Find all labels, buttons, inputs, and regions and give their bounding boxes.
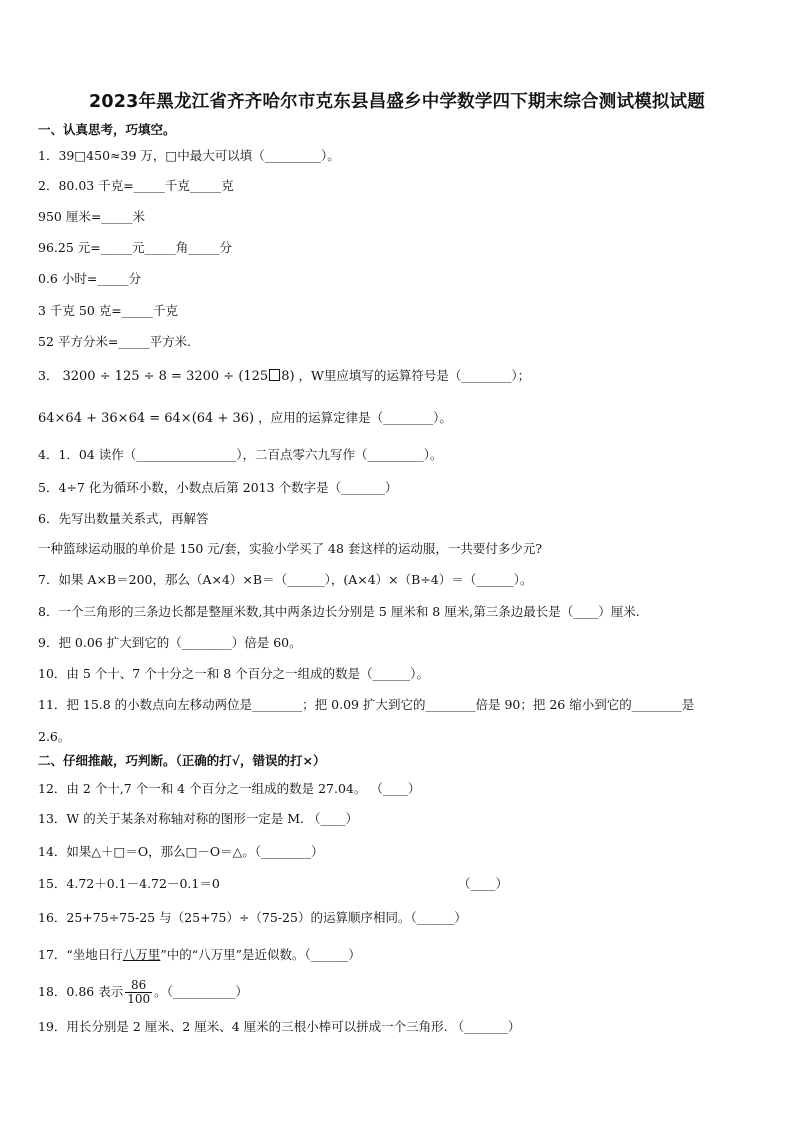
question-6-text: 一种篮球运动服的单价是 150 元/套，实验小学买了 48 套这样的运动服，一共要付多少元? [38,541,543,556]
question-2d: 0.6 小时=_____分 [38,271,142,286]
question-1: 1．39□450≈39 万，□中最大可以填（_________）。 [38,148,340,163]
question-13: 13．W 的关于某条对称轴对称的图形一定是 M. （____） [38,811,358,826]
question-text: 15．4.72＋0.1－4.72－0.1＝0 [38,876,220,891]
question-2e: 3 千克 50 克=_____千克 [38,303,179,318]
question-18 [38,978,754,1006]
fraction [125,979,152,1006]
question-2a: 2．80.03 千克=_____千克_____克 [38,178,234,193]
question-text-start: 18．0.86 表示 [38,984,124,999]
question-6: 6．先写出数量关系式，再解答 [38,511,209,526]
question-11-continued: 2.6。 [38,729,71,744]
blank-box-icon [269,369,280,381]
section-2-heading: 二、仔细推敲，巧判断。（正确的打√，错误的打×） [38,753,326,768]
question-text: ，W里应填写的运算符号是（________）； [298,368,531,383]
question-17 [38,947,754,963]
question-19: 19．用长分别是 2 厘米、2 厘米、4 厘米的三根小棒可以拼成一个三角形. （_______） [38,1019,521,1034]
fraction-numerator: 86 [125,979,152,993]
question-11: 11．把 15.8 的小数点向左移动两位是________；把 0.09 扩大到它的________倍是 90；把 26 缩小到它的________是 [38,697,695,712]
page-title: 2023年黑龙江省齐齐哈尔市克东县昌盛乡中学数学四下期末综合测试模拟试题 [89,92,705,112]
question-3a [38,368,754,385]
section-1-heading: 一、认真思考，巧填空。 [38,122,176,137]
question-number: 3． [38,368,59,383]
question-text-end: ”中的“八万里”是近似数。（______） [160,947,361,962]
answer-blank: （____） [458,876,509,891]
question-12: 12．由 2 个十,7 个一和 4 个百分之一组成的数是 27.04。 （____） [38,781,421,796]
question-3b [38,410,754,427]
question-10: 10．由 5 个十、7 个十分之一和 8 个百分之一组成的数是（______）。 [38,666,429,681]
question-8: 8．一个三角形的三条边长都是整厘米数,其中两条边长分别是 5 厘米和 8 厘米,第三条边最长是（____）厘米. [38,604,640,619]
question-2c: 96.25 元=_____元_____角_____分 [38,240,232,255]
question-text-start: 17．“坐地日行 [38,947,123,962]
equation: 3200 ÷ 125 ÷ 8 = 3200 ÷ (125 [62,369,269,384]
question-4: 4．1．04 读作（________________），二百点零六九写作（_________）。 [38,447,443,462]
question-text-end: 。（__________） [154,984,248,999]
question-7: 7．如果 A×B＝200，那么（A×4）×B＝（______），(A×4）×（B÷4）＝（______）。 [38,572,533,587]
question-2f: 52 平方分米=_____平方米. [38,334,192,349]
question-2b: 950 厘米=_____米 [38,209,146,224]
underlined-phrase: 八万里 [122,947,161,962]
question-14: 14．如果△＋□＝O，那么□－O＝△。（________） [38,844,324,859]
fraction-denominator: 100 [127,992,151,1006]
question-15 [38,876,754,892]
question-16: 16．25+75÷75-25 与（25+75）÷（75-25）的运算顺序相同。（______） [38,910,467,925]
question-text: ，应用的运算定律是（________）。 [258,410,452,425]
equation: 64×64 + 36×64 = 64×(64 + 36) [38,411,255,426]
question-9: 9．把 0.06 扩大到它的（________）倍是 60。 [38,635,302,650]
question-5: 5．4÷7 化为循环小数，小数点后第 2013 个数字是（_______） [38,480,398,495]
equation-end: 8) [281,369,295,384]
